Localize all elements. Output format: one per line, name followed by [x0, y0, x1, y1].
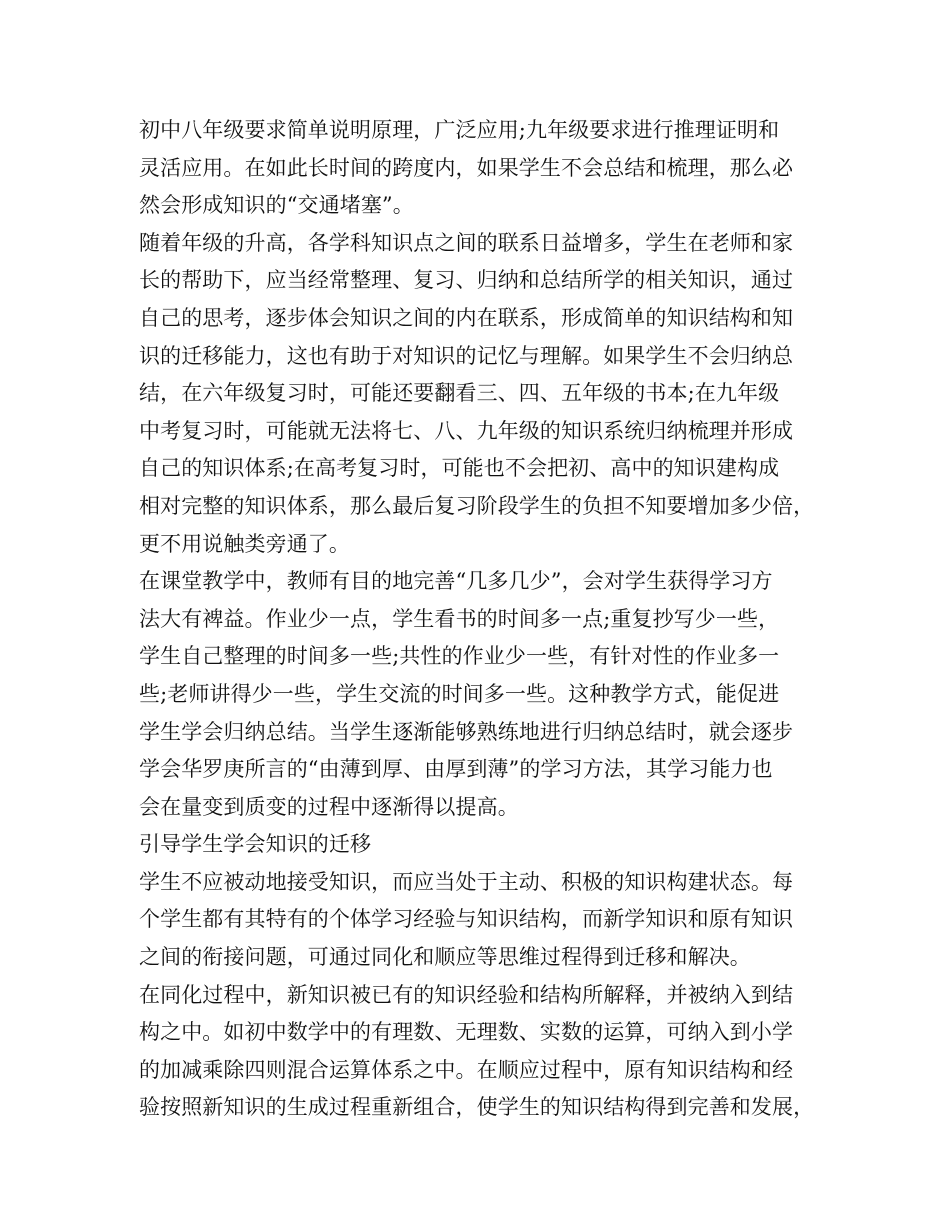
text-line: 初中八年级要求简单说明原理，广泛应用;九年级要求进行推理证明和 — [139, 118, 780, 142]
text-line: 在同化过程中，新知识被已有的知识经验和结构所解释，并被纳入到结 — [139, 982, 794, 1007]
text-line: 法大有裨益。作业少一点，学生看书的时间多一点;重复抄写少一些， — [139, 606, 780, 631]
text-line: 的加减乘除四则混合运算体系之中。在顺应过程中，原有知识结构和经 — [139, 1057, 794, 1082]
text-line: 长的帮助下，应当经常整理、复习、归纳和总结所学的相关知识，通过 — [139, 268, 794, 293]
text-line: 结，在六年级复习时，可能还要翻看三、四、五年级的书本;在九年级 — [139, 381, 780, 406]
text-line: 识的迁移能力，这也有助于对知识的记忆与理解。如果学生不会归纳总 — [139, 343, 794, 368]
text-line: 学会华罗庚所言的“由薄到厚、由厚到薄”的学习方法，其学习能力也 — [139, 757, 773, 782]
text-line: 学生学会归纳总结。当学生逐渐能够熟练地进行归纳总结时，就会逐步 — [139, 719, 794, 744]
section-heading: 引导学生学会知识的迁移 — [139, 832, 372, 857]
text-line: 灵活应用。在如此长时间的跨度内，如果学生不会总结和梳理，那么必 — [139, 155, 794, 180]
text-line: 更不用说触类旁通了。 — [139, 531, 350, 556]
text-line: 自己的知识体系;在高考复习时，可能也不会把初、高中的知识建构成 — [139, 456, 780, 481]
text-line: 自己的思考，逐步体会知识之间的内在联系，形成简单的知识结构和知 — [139, 305, 794, 330]
text-line: 然会形成知识的“交通堵塞”。 — [139, 193, 414, 218]
text-line: 在课堂教学中，教师有目的地完善“几多几少”，会对学生获得学习方 — [139, 569, 773, 594]
document-body — [139, 112, 829, 1127]
text-line: 个学生都有其特有的个体学习经验与知识结构，而新学知识和原有知识 — [139, 907, 794, 932]
text-line: 些;老师讲得少一些，学生交流的时间多一些。这种教学方式，能促进 — [139, 681, 780, 706]
text-line: 中考复习时，可能就无法将七、八、九年级的知识系统归纳梳理并形成 — [139, 418, 794, 443]
text-line: 相对完整的知识体系，那么最后复习阶段学生的负担不知要增加多少倍， — [139, 493, 815, 518]
text-line: 学生不应被动地接受知识，而应当处于主动、积极的知识构建状态。每 — [139, 869, 794, 894]
text-line: 构之中。如初中数学中的有理数、无理数、实数的运算，可纳入到小学 — [139, 1020, 794, 1045]
text-line: 之间的衔接问题，可通过同化和顺应等思维过程得到迁移和解决。 — [139, 945, 751, 970]
text-line: 随着年级的升高，各学科知识点之间的联系日益增多，学生在老师和家 — [139, 230, 794, 255]
text-line: 学生自己整理的时间多一些;共性的作业少一些，有针对性的作业多一 — [139, 644, 780, 669]
text-line: 验按照新知识的生成过程重新组合，使学生的知识结构得到完善和发展， — [139, 1095, 815, 1120]
text-line: 会在量变到质变的过程中逐渐得以提高。 — [139, 794, 519, 819]
